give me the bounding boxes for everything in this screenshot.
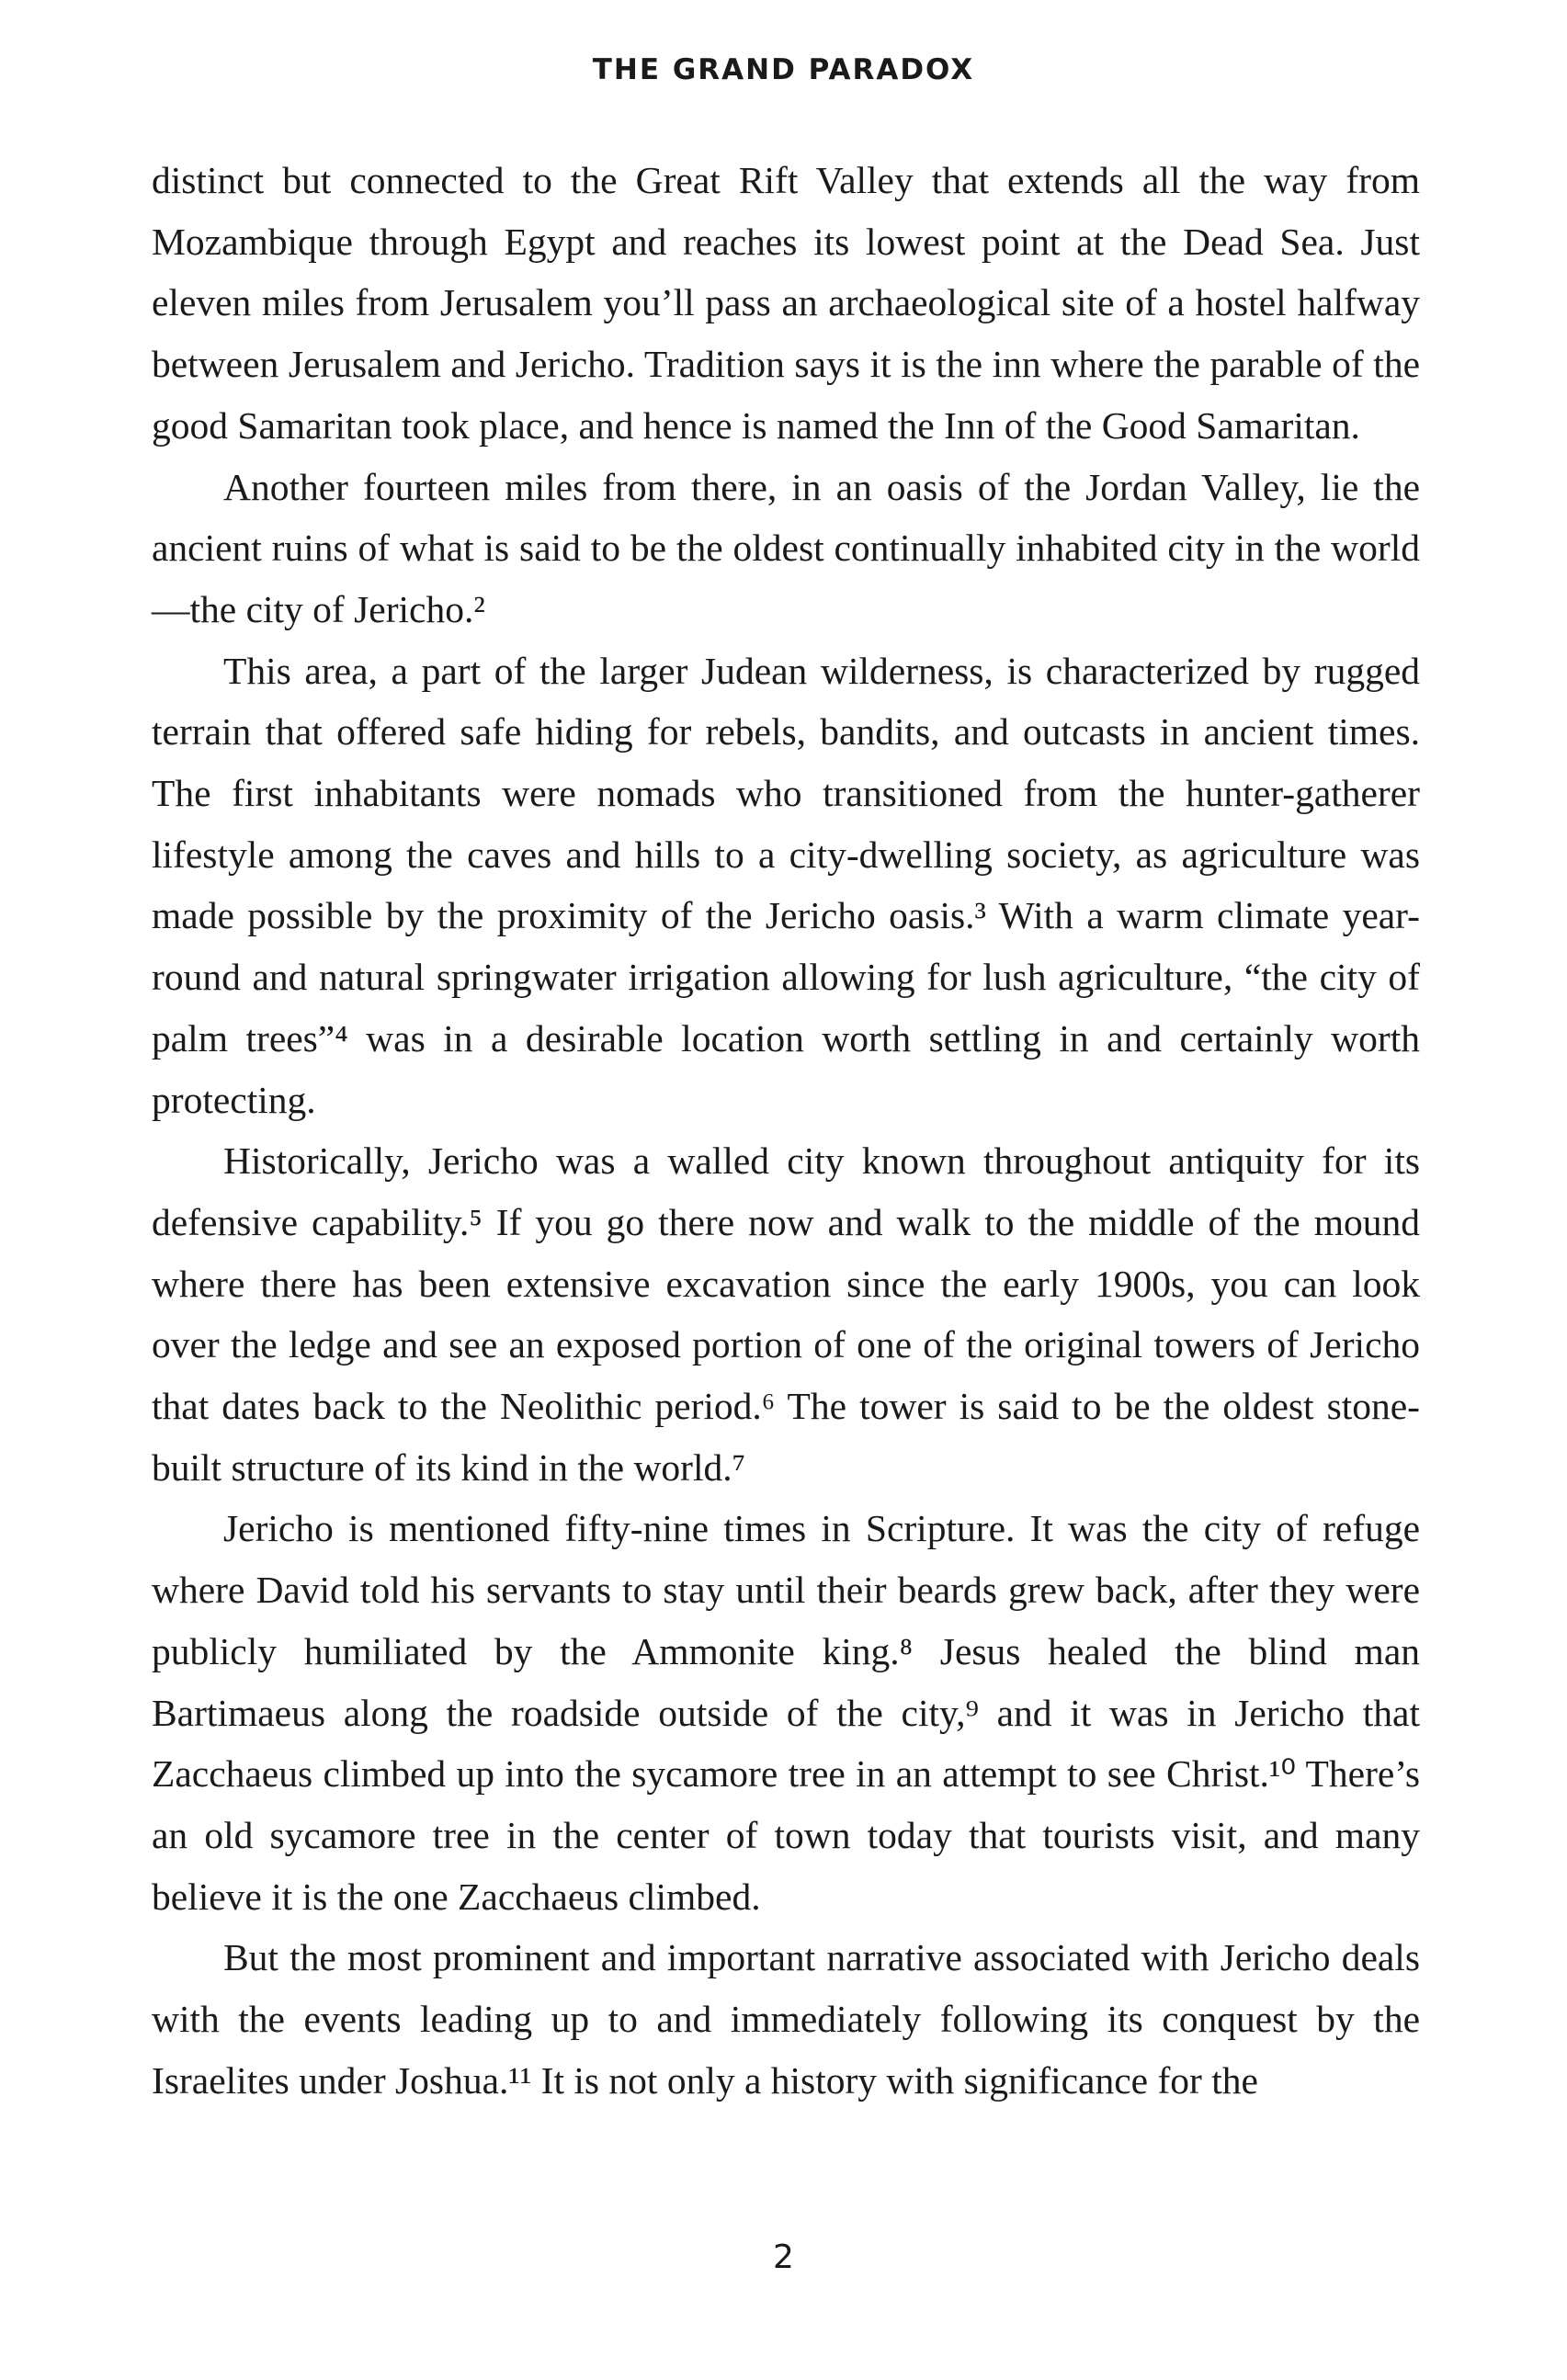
- paragraph-2: Another fourteen miles from there, in an oasis of the Jordan Valley, lie the ancient ruins of what is said to be the oldest continually inhabited city in the world—the city of Jericho.²: [152, 465, 1420, 630]
- paragraph-3: This area, a part of the larger Judean wilderness, is characterized by rugged terrain that offered safe hiding for rebels, bandits, and outcasts in ancient times. The first inhabitants were nomads who transitioned from the hunter-gatherer lifestyle among the caves and hills to a city-dwelling society, as agriculture was made possible by the proximity of the Jericho oasis.³ With a warm climate year-round and natural springwater irrigation allowing for lush agriculture, “the city of palm trees”⁴ was in a desirable location worth settling in and certainly worth protecting.: [152, 649, 1420, 1121]
- paragraph-1: distinct but connected to the Great Rift Valley that extends all the way from Mozambique through Egypt and reaches its lowest point at the Dead Sea. Just eleven miles from Jerusalem you’ll pass an archaeological site of a hostel halfway between Jerusalem and Jericho. Tradition says it is the inn where the parable of the good Samaritan took place, and hence is named the Inn of the Good Samaritan.: [152, 159, 1420, 447]
- page-number: 2: [773, 2238, 794, 2276]
- running-head-title: THE GRAND PARADOX: [592, 53, 975, 86]
- paragraph-6: But the most prominent and important narrative associated with Jericho deals with the events leading up to and immediately following its conquest by the Israelites under Joshua.¹¹ It is not only a history with significance for the: [152, 1936, 1420, 2102]
- paragraph-4: Historically, Jericho was a walled city known throughout antiquity for its defensive capability.⁵ If you go there now and walk to the middle of the mound where there has been extensive excavation since the early 1900s, you can look over the ledge and see an exposed portion of one of the original towers of Jericho that dates back to the Neolithic period.⁶ The tower is said to be the oldest stone-built structure of its kind in the world.⁷: [152, 1139, 1420, 1489]
- body-text: [152, 150, 1420, 2112]
- paragraph-5: Jericho is mentioned fifty-nine times in Scripture. It was the city of refuge where David told his servants to stay until their beards grew back, after they were publicly humiliated by the Ammonite king.⁸ Jesus healed the blind man Bartimaeus along the roadside outside of the city,⁹ and it was in Jericho that Zacchaeus climbed up into the sycamore tree in an attempt to see Christ.¹⁰ There’s an old sycamore tree in the center of town today that tourists visit, and many believe it is the one Zacchaeus climbed.: [152, 1507, 1420, 1918]
